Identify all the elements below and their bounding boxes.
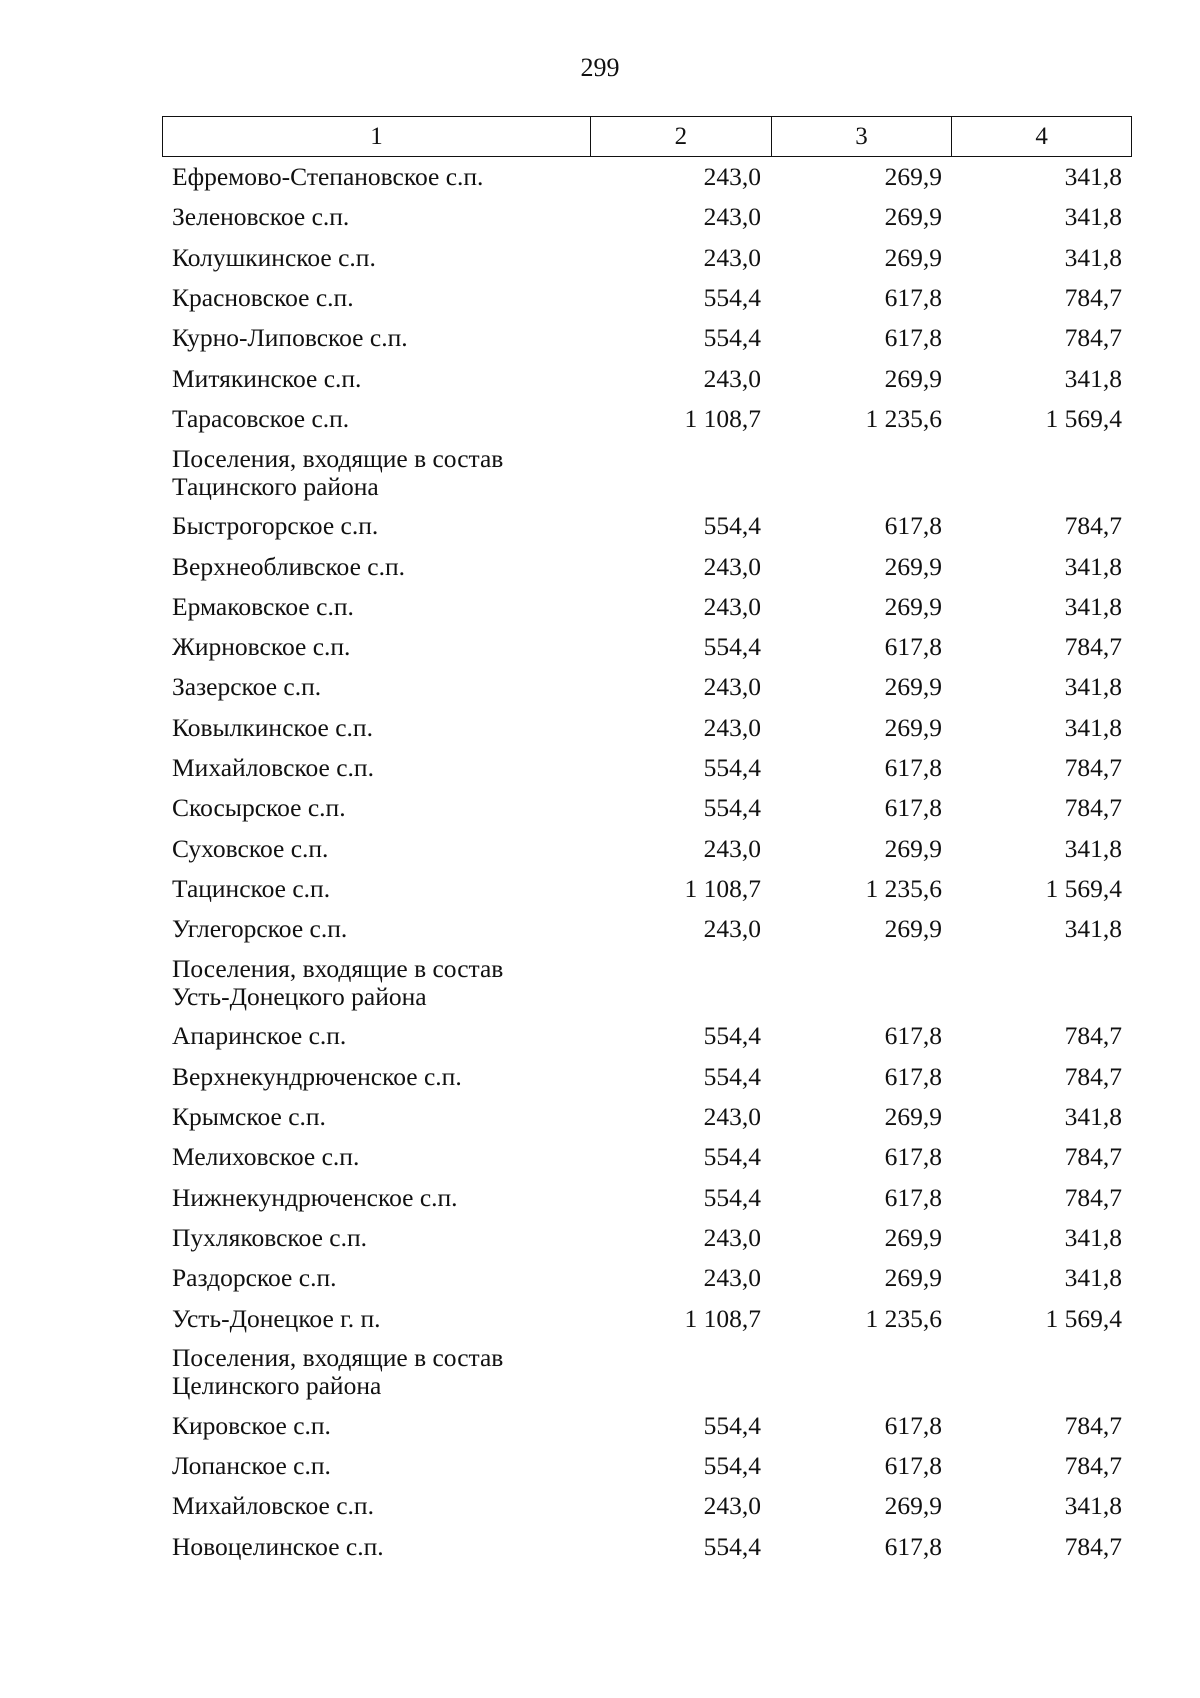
value-col3: 269,9 xyxy=(884,242,942,272)
settlement-name: Ермаковское с.п. xyxy=(172,591,354,621)
value-col3: 617,8 xyxy=(884,283,942,313)
settlement-name: Скосырское с.п. xyxy=(172,793,346,823)
settlement-name: Колушкинское с.п. xyxy=(172,242,376,272)
value-col3: 269,9 xyxy=(884,1102,942,1132)
settlement-name: Усть-Донецкое г. п. xyxy=(172,1303,381,1333)
table-row xyxy=(162,788,1132,828)
value-col3: 269,9 xyxy=(884,672,942,702)
value-col4: 784,7 xyxy=(1064,1021,1122,1051)
header-cell-col4: 4 xyxy=(951,117,1131,156)
value-col2: 554,4 xyxy=(703,753,761,782)
value-col2: 554,4 xyxy=(703,632,761,662)
value-col4: 341,8 xyxy=(1064,914,1122,944)
value-col2: 554,4 xyxy=(703,323,761,353)
value-col3: 269,9 xyxy=(884,1491,942,1521)
value-col4: 341,8 xyxy=(1064,363,1122,393)
value-col3: 617,8 xyxy=(884,1061,942,1091)
table-row xyxy=(162,157,1132,197)
section-heading-row xyxy=(162,949,1132,1016)
value-col4: 341,8 xyxy=(1064,551,1122,581)
settlement-name: Лопанское с.п. xyxy=(172,1451,331,1481)
table-row xyxy=(162,828,1132,868)
value-col2: 554,4 xyxy=(703,1451,761,1481)
value-col2: 243,0 xyxy=(703,1263,761,1293)
value-col2: 243,0 xyxy=(703,591,761,621)
value-col2: 554,4 xyxy=(703,1410,761,1440)
table-row xyxy=(162,506,1132,546)
value-col3: 269,9 xyxy=(884,591,942,621)
settlement-name: Митякинское с.п. xyxy=(172,363,362,393)
value-col2: 243,0 xyxy=(703,202,761,232)
section-heading-row xyxy=(162,1339,1132,1406)
value-col4: 341,8 xyxy=(1064,1263,1122,1293)
settlement-name: Тацинское с.п. xyxy=(172,873,331,903)
table-row xyxy=(162,1258,1132,1298)
value-col3: 1 235,6 xyxy=(865,1303,942,1333)
settlement-name: Зазерское с.п. xyxy=(172,672,322,702)
value-col4: 1 569,4 xyxy=(1045,1303,1122,1333)
table-row xyxy=(162,1406,1132,1446)
settlement-name: Тарасовское с.п. xyxy=(172,403,350,433)
table-row xyxy=(162,1097,1132,1137)
table-row xyxy=(162,627,1132,667)
value-col3: 617,8 xyxy=(884,753,942,782)
value-col4: 341,8 xyxy=(1064,712,1122,742)
settlement-name: Крымское с.п. xyxy=(172,1102,326,1132)
value-col4: 784,7 xyxy=(1064,793,1122,823)
value-col2: 243,0 xyxy=(703,162,761,192)
value-col2: 243,0 xyxy=(703,242,761,272)
table-row xyxy=(162,1527,1132,1567)
header-cell-col3: 3 xyxy=(771,117,952,156)
value-col3: 617,8 xyxy=(884,1142,942,1172)
settlement-name: Михайловское с.п. xyxy=(172,1491,374,1521)
value-col4: 784,7 xyxy=(1064,1182,1122,1212)
table-header-row xyxy=(162,116,1132,157)
value-col3: 617,8 xyxy=(884,1451,942,1481)
settlement-name: Верхнекундрюченское с.п. xyxy=(172,1061,462,1091)
section-heading: Поселения, входящие в состав Тацинского района xyxy=(172,443,504,501)
table-row xyxy=(162,197,1132,237)
settlement-name: Углегорское с.п. xyxy=(172,914,348,944)
settlement-name: Пухляковское с.п. xyxy=(172,1222,367,1252)
value-col3: 269,9 xyxy=(884,833,942,863)
value-col4: 784,7 xyxy=(1064,283,1122,313)
value-col2: 554,4 xyxy=(703,1182,761,1212)
settlement-name: Ефремово-Степановское с.п. xyxy=(172,162,484,192)
value-col2: 1 108,7 xyxy=(684,403,761,433)
settlement-name: Новоцелинское с.п. xyxy=(172,1531,384,1561)
data-table xyxy=(162,116,1132,1567)
value-col4: 1 569,4 xyxy=(1045,873,1122,903)
value-col2: 243,0 xyxy=(703,712,761,742)
table-row xyxy=(162,587,1132,627)
value-col2: 554,4 xyxy=(703,283,761,313)
value-col4: 784,7 xyxy=(1064,632,1122,662)
settlement-name: Апаринское с.п. xyxy=(172,1021,347,1051)
table-row xyxy=(162,1218,1132,1258)
value-col4: 341,8 xyxy=(1064,591,1122,621)
table-row xyxy=(162,1057,1132,1097)
value-col4: 784,7 xyxy=(1064,1061,1122,1091)
value-col3: 1 235,6 xyxy=(865,403,942,433)
value-col2: 243,0 xyxy=(703,672,761,702)
value-col2: 554,4 xyxy=(703,793,761,823)
table-row xyxy=(162,909,1132,949)
table-row xyxy=(162,1446,1132,1486)
table-row xyxy=(162,1137,1132,1177)
value-col2: 554,4 xyxy=(703,511,761,541)
value-col3: 1 235,6 xyxy=(865,873,942,903)
table-row xyxy=(162,1178,1132,1218)
table-row xyxy=(162,318,1132,358)
value-col2: 243,0 xyxy=(703,833,761,863)
value-col3: 269,9 xyxy=(884,363,942,393)
section-heading: Поселения, входящие в состав Усть-Донецкого района xyxy=(172,953,504,1011)
value-col2: 243,0 xyxy=(703,914,761,944)
value-col4: 341,8 xyxy=(1064,672,1122,702)
value-col3: 617,8 xyxy=(884,1021,942,1051)
value-col4: 341,8 xyxy=(1064,1102,1122,1132)
settlement-name: Курно-Липовское с.п. xyxy=(172,323,408,353)
value-col2: 1 108,7 xyxy=(684,873,761,903)
value-col3: 617,8 xyxy=(884,1182,942,1212)
settlement-name: Верхнеобливское с.п. xyxy=(172,551,406,581)
value-col2: 243,0 xyxy=(703,1491,761,1521)
value-col4: 1 569,4 xyxy=(1045,403,1122,433)
settlement-name: Ковылкинское с.п. xyxy=(172,712,373,742)
settlement-name: Раздорское с.п. xyxy=(172,1263,337,1293)
value-col2: 554,4 xyxy=(703,1061,761,1091)
value-col4: 784,7 xyxy=(1064,1410,1122,1440)
value-col3: 617,8 xyxy=(884,511,942,541)
page-number: 299 xyxy=(580,53,620,82)
value-col3: 617,8 xyxy=(884,1531,942,1561)
table-row xyxy=(162,278,1132,318)
value-col4: 341,8 xyxy=(1064,162,1122,192)
value-col4: 341,8 xyxy=(1064,833,1122,863)
value-col3: 269,9 xyxy=(884,1222,942,1252)
value-col3: 617,8 xyxy=(884,1410,942,1440)
value-col3: 269,9 xyxy=(884,551,942,581)
value-col3: 617,8 xyxy=(884,793,942,823)
value-col3: 269,9 xyxy=(884,914,942,944)
table-row xyxy=(162,1486,1132,1526)
value-col2: 554,4 xyxy=(703,1021,761,1051)
value-col2: 554,4 xyxy=(703,1142,761,1172)
value-col3: 269,9 xyxy=(884,712,942,742)
table-row xyxy=(162,748,1132,788)
table-row xyxy=(162,667,1132,707)
value-col3: 617,8 xyxy=(884,323,942,353)
settlement-name: Мелиховское с.п. xyxy=(172,1142,360,1172)
value-col4: 784,7 xyxy=(1064,1451,1122,1481)
value-col4: 341,8 xyxy=(1064,1222,1122,1252)
value-col2: 243,0 xyxy=(703,1102,761,1132)
value-col3: 269,9 xyxy=(884,162,942,192)
value-col4: 784,7 xyxy=(1064,1142,1122,1172)
table-row xyxy=(162,1298,1132,1338)
table-row xyxy=(162,546,1132,586)
header-cell-col1: 1 xyxy=(370,122,383,150)
value-col2: 1 108,7 xyxy=(684,1303,761,1333)
table-row xyxy=(162,708,1132,748)
header-cell-col2: 2 xyxy=(590,117,771,156)
table-row xyxy=(162,869,1132,909)
settlement-name: Нижнекундрюченское с.п. xyxy=(172,1182,458,1212)
settlement-name: Суховское с.п. xyxy=(172,833,329,863)
value-col4: 784,7 xyxy=(1064,511,1122,541)
settlement-name: Зеленовское с.п. xyxy=(172,202,350,232)
value-col4: 784,7 xyxy=(1064,1531,1122,1561)
settlement-name: Быстрогорское с.п. xyxy=(172,511,379,541)
value-col4: 784,7 xyxy=(1064,323,1122,353)
table-row xyxy=(162,358,1132,398)
table-row xyxy=(162,399,1132,439)
section-heading-row xyxy=(162,439,1132,506)
value-col4: 341,8 xyxy=(1064,242,1122,272)
value-col3: 269,9 xyxy=(884,1263,942,1293)
value-col4: 341,8 xyxy=(1064,202,1122,232)
value-col2: 243,0 xyxy=(703,363,761,393)
settlement-name: Кировское с.п. xyxy=(172,1410,331,1440)
value-col4: 341,8 xyxy=(1064,1491,1122,1521)
settlement-name: Красновское с.п. xyxy=(172,283,354,313)
value-col2: 243,0 xyxy=(703,551,761,581)
section-heading: Поселения, входящие в состав Целинского района xyxy=(172,1343,504,1401)
value-col2: 554,4 xyxy=(703,1531,761,1561)
table-body xyxy=(162,157,1132,1567)
value-col3: 617,8 xyxy=(884,632,942,662)
settlement-name: Михайловское с.п. xyxy=(172,753,374,782)
settlement-name: Жирновское с.п. xyxy=(172,632,351,662)
table-row xyxy=(162,238,1132,278)
table-row xyxy=(162,1016,1132,1056)
value-col3: 269,9 xyxy=(884,202,942,232)
value-col2: 243,0 xyxy=(703,1222,761,1252)
value-col4: 784,7 xyxy=(1064,753,1122,782)
